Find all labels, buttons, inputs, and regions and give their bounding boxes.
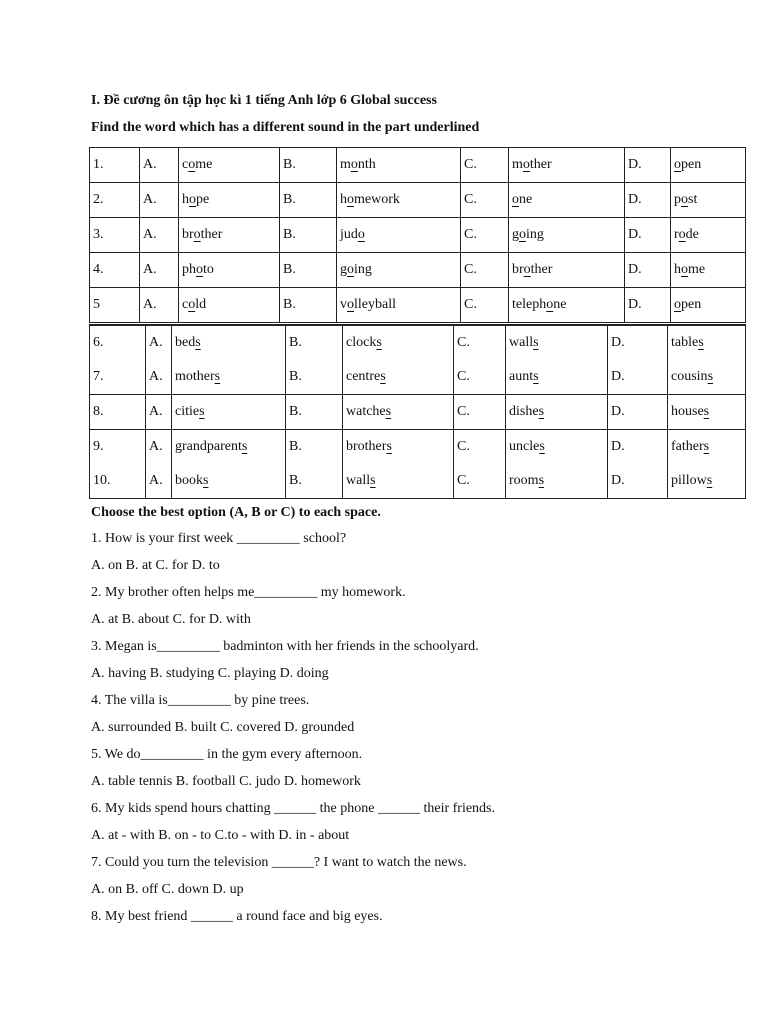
option-d-word <box>671 288 746 323</box>
word-part: grandparent <box>175 439 242 454</box>
word-part: pen <box>681 157 702 172</box>
word-part: table <box>671 335 699 350</box>
underlined-part: s <box>533 369 539 384</box>
word-part: teleph <box>512 297 547 312</box>
item-number: 5 <box>90 288 140 323</box>
item-number: 10. <box>90 464 146 499</box>
underlined-part: s <box>386 439 392 454</box>
word-part: mework <box>354 192 400 207</box>
underlined-part: s <box>241 439 248 454</box>
option-c-label: C. <box>454 325 506 360</box>
underlined-part: s <box>538 404 545 419</box>
option-d-label: D. <box>625 148 671 183</box>
option-a-label: A. <box>146 325 172 360</box>
option-b-label: B. <box>280 253 337 288</box>
option-a-label: A. <box>140 183 179 218</box>
table-row <box>90 430 746 465</box>
word-part: r <box>674 227 679 242</box>
question-options: A. on B. at C. for D. to <box>91 558 220 573</box>
underlined-part: o <box>350 157 358 172</box>
underlined-part: s <box>707 369 714 384</box>
question-options: A. surrounded B. built C. covered D. grounded <box>91 720 355 735</box>
underlined-part: o <box>523 262 531 277</box>
underlined-part: o <box>512 192 519 207</box>
word-part: me <box>688 262 706 277</box>
option-b-word <box>343 360 454 395</box>
option-c-label: C. <box>461 218 509 253</box>
question-text: 5. We do_________ in the gym every afternoon. <box>91 747 363 762</box>
underlined-part: s <box>380 369 386 384</box>
underlined-part: o <box>347 192 354 207</box>
word-part: lleyball <box>354 297 396 312</box>
question-text: 3. Megan is_________ badminton with her friends in the schoolyard. <box>91 639 479 654</box>
option-d-label: D. <box>608 430 668 465</box>
question-options: A. having B. studying C. playing D. doing <box>91 666 329 681</box>
word-part: uncle <box>509 439 540 454</box>
option-a-word <box>172 360 286 395</box>
question-options: A. at - with B. on - to C.to - with D. in - about <box>91 828 350 843</box>
question-options: A. table tennis B. football C. judo D. homework <box>91 774 361 789</box>
option-a-word <box>172 395 286 430</box>
option-d-label: D. <box>625 288 671 323</box>
document-title: I. Đề cương ôn tập học kì 1 tiếng Anh lớp 6 Global success <box>91 93 437 108</box>
option-b-word <box>337 253 461 288</box>
option-a-word <box>172 464 286 499</box>
word-part: br <box>182 227 194 242</box>
option-b-label: B. <box>280 218 337 253</box>
underlined-part: s <box>385 404 392 419</box>
word-part: book <box>175 473 203 488</box>
word-part: st <box>688 192 698 207</box>
word-part: ing <box>354 262 372 277</box>
question-text: 4. The villa is_________ by pine trees. <box>91 693 310 708</box>
word-part: brother <box>346 439 387 454</box>
word-part: aunt <box>509 369 534 384</box>
option-b-label: B. <box>280 288 337 323</box>
underlined-part: o <box>189 192 196 207</box>
underlined-part: s <box>199 404 205 419</box>
underlined-part: o <box>674 157 681 172</box>
word-part: ther <box>529 157 552 172</box>
option-d-word <box>668 464 746 499</box>
word-part: v <box>340 297 347 312</box>
word-part: wall <box>509 335 534 350</box>
multiple-choice-section <box>91 504 495 935</box>
option-c-label: C. <box>454 430 506 465</box>
table-row <box>90 360 746 395</box>
word-part: h <box>674 262 681 277</box>
option-d-word <box>671 183 746 218</box>
word-part: mother <box>175 369 215 384</box>
option-d-word <box>668 395 746 430</box>
pronunciation-table-1 <box>89 147 746 323</box>
word-part: ne <box>553 297 567 312</box>
word-part: nth <box>357 157 376 172</box>
table-row <box>90 325 746 360</box>
option-d-word <box>671 148 746 183</box>
underlined-part: o <box>681 192 688 207</box>
word-part: ne <box>519 192 533 207</box>
option-b-word <box>343 395 454 430</box>
option-b-word <box>343 430 454 465</box>
question-options: A. at B. about C. for D. with <box>91 612 251 627</box>
word-part: h <box>182 192 189 207</box>
underlined-part: o <box>188 157 196 172</box>
question-list <box>91 530 495 926</box>
option-c-label: C. <box>461 148 509 183</box>
table-row <box>90 183 746 218</box>
word-part: de <box>685 227 699 242</box>
option-a-word <box>172 430 286 465</box>
word-part: g <box>512 227 519 242</box>
underlined-part: o <box>678 227 686 242</box>
option-c-label: C. <box>461 288 509 323</box>
word-part: c <box>182 297 189 312</box>
item-number: 7. <box>90 360 146 395</box>
word-part: citie <box>175 404 200 419</box>
option-c-label: C. <box>461 183 509 218</box>
word-part: wall <box>346 473 371 488</box>
option-a-label: A. <box>146 464 172 499</box>
option-a-word <box>179 148 280 183</box>
option-d-word <box>668 430 746 465</box>
option-b-word <box>337 183 461 218</box>
table-row <box>90 395 746 430</box>
word-part: ld <box>195 297 207 312</box>
option-d-label: D. <box>625 183 671 218</box>
item-number: 6. <box>90 325 146 360</box>
word-part: me <box>195 157 213 172</box>
option-c-word <box>509 253 625 288</box>
option-c-word <box>509 183 625 218</box>
option-d-label: D. <box>608 325 668 360</box>
word-part: house <box>671 404 704 419</box>
word-part: p <box>674 192 681 207</box>
option-c-word <box>509 288 625 323</box>
option-c-label: C. <box>461 253 509 288</box>
table-row <box>90 288 746 323</box>
option-a-word <box>179 253 280 288</box>
option-a-label: A. <box>146 430 172 465</box>
question-options: A. on B. off C. down D. up <box>91 882 244 897</box>
underlined-part: o <box>519 227 526 242</box>
option-d-word <box>668 360 746 395</box>
option-b-label: B. <box>286 395 343 430</box>
underlined-part: s <box>214 369 221 384</box>
underlined-part: o <box>681 262 688 277</box>
word-part: pe <box>196 192 210 207</box>
item-number: 8. <box>90 395 146 430</box>
option-d-label: D. <box>625 253 671 288</box>
option-b-label: B. <box>286 430 343 465</box>
underlined-part: s <box>703 404 710 419</box>
option-a-word <box>179 183 280 218</box>
option-b-label: B. <box>286 360 343 395</box>
underlined-part: s <box>370 473 376 488</box>
option-d-word <box>671 253 746 288</box>
word-part: ing <box>526 227 544 242</box>
option-d-label: D. <box>608 360 668 395</box>
underlined-part: o <box>347 297 354 312</box>
question-text: 8. My best friend ______ a round face and big eyes. <box>91 909 383 924</box>
option-c-word <box>506 360 608 395</box>
underlined-part: s <box>203 473 209 488</box>
word-part: c <box>182 157 189 172</box>
option-a-label: A. <box>140 253 179 288</box>
option-b-label: B. <box>286 464 343 499</box>
item-number: 2. <box>90 183 140 218</box>
option-d-word <box>668 325 746 360</box>
option-a-word <box>179 218 280 253</box>
table-row <box>90 253 746 288</box>
underlined-part: o <box>196 262 203 277</box>
option-c-word <box>506 464 608 499</box>
instruction-pronunciation: Find the word which has a different sound in the part underlined <box>91 120 480 135</box>
option-b-label: B. <box>286 325 343 360</box>
underlined-part: s <box>703 439 710 454</box>
word-part: g <box>340 262 347 277</box>
underlined-part: s <box>706 473 713 488</box>
option-a-word <box>179 288 280 323</box>
item-number: 1. <box>90 148 140 183</box>
word-part: watche <box>346 404 386 419</box>
underlined-part: o <box>357 227 365 242</box>
pronunciation-table-2 <box>89 324 746 499</box>
option-c-word <box>509 148 625 183</box>
option-d-label: D. <box>608 395 668 430</box>
word-part: jud <box>340 227 358 242</box>
underlined-part: o <box>522 157 530 172</box>
option-a-word <box>172 325 286 360</box>
underlined-part: o <box>188 297 196 312</box>
underlined-part: s <box>376 335 382 350</box>
word-part: m <box>340 157 351 172</box>
option-c-word <box>506 395 608 430</box>
option-c-word <box>509 218 625 253</box>
option-c-label: C. <box>454 464 506 499</box>
word-part: ther <box>200 227 223 242</box>
item-number: 3. <box>90 218 140 253</box>
word-part: centre <box>346 369 381 384</box>
option-a-label: A. <box>146 360 172 395</box>
underlined-part: o <box>546 297 554 312</box>
option-a-label: A. <box>146 395 172 430</box>
underlined-part: s <box>195 335 201 350</box>
option-a-label: A. <box>140 148 179 183</box>
underlined-part: o <box>674 297 681 312</box>
option-d-label: D. <box>608 464 668 499</box>
word-part: dishe <box>509 404 539 419</box>
option-b-word <box>337 288 461 323</box>
option-d-word <box>671 218 746 253</box>
underlined-part: s <box>698 335 704 350</box>
word-part: br <box>512 262 524 277</box>
word-part: clock <box>346 335 377 350</box>
option-c-word <box>506 325 608 360</box>
option-c-label: C. <box>454 360 506 395</box>
option-a-label: A. <box>140 218 179 253</box>
underlined-part: s <box>533 335 539 350</box>
word-part: father <box>671 439 704 454</box>
word-part: ther <box>530 262 553 277</box>
option-b-label: B. <box>280 183 337 218</box>
underlined-part: s <box>539 439 545 454</box>
word-part: bed <box>175 335 196 350</box>
table-row <box>90 218 746 253</box>
option-b-word <box>337 148 461 183</box>
word-part: room <box>509 473 539 488</box>
underlined-part: s <box>538 473 545 488</box>
option-b-label: B. <box>280 148 337 183</box>
option-c-word <box>506 430 608 465</box>
word-part: m <box>512 157 523 172</box>
word-part: h <box>340 192 347 207</box>
table-row <box>90 148 746 183</box>
question-text: 1. How is your first week _________ school? <box>91 531 347 546</box>
underlined-part: o <box>347 262 354 277</box>
word-part: ph <box>182 262 196 277</box>
item-number: 9. <box>90 430 146 465</box>
question-text: 2. My brother often helps me_________ my homework. <box>91 585 406 600</box>
option-a-label: A. <box>140 288 179 323</box>
question-text: 6. My kids spend hours chatting ______ the phone ______ their friends. <box>91 801 496 816</box>
item-number: 4. <box>90 253 140 288</box>
underlined-part: o <box>193 227 201 242</box>
word-part: cousin <box>671 369 708 384</box>
question-text: 7. Could you turn the television ______? I want to watch the news. <box>91 855 467 870</box>
option-b-word <box>337 218 461 253</box>
option-b-word <box>343 325 454 360</box>
word-part: to <box>203 262 214 277</box>
option-c-label: C. <box>454 395 506 430</box>
word-part: pillow <box>671 473 707 488</box>
table-row <box>90 464 746 499</box>
option-d-label: D. <box>625 218 671 253</box>
word-part: pen <box>681 297 702 312</box>
instruction-multiple-choice: Choose the best option (A, B or C) to each space. <box>91 505 381 520</box>
option-b-word <box>343 464 454 499</box>
